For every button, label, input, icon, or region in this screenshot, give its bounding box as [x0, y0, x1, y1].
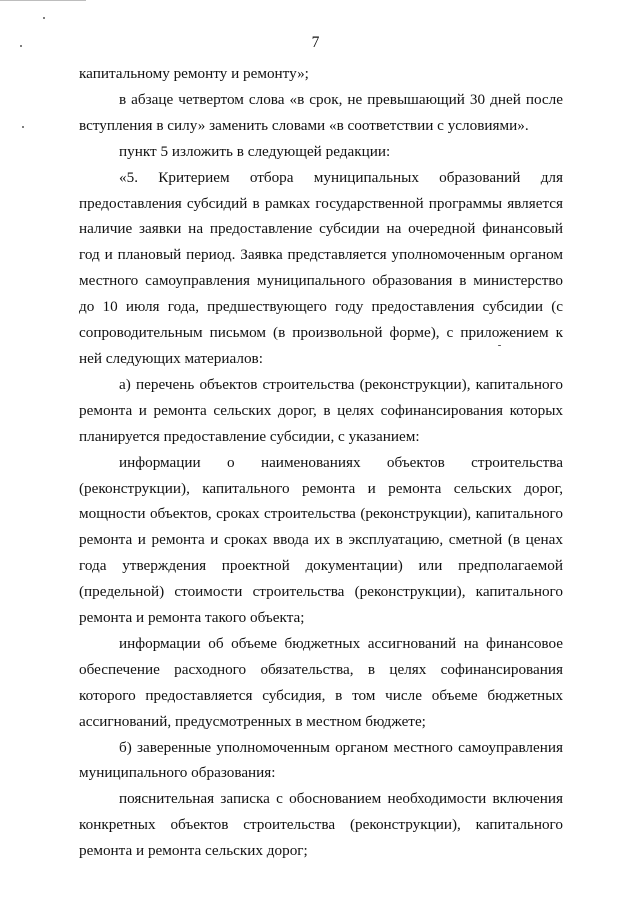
paragraph: информации о наименованиях объектов строительства (реконструкции), капитального ремонта и ремонта сельских дорог, мощности объектов, сроках строительства (реконструкции), капитального ремонта и ремонта и сроках ввода их в эксплуатацию, сметной (в ценах года утверждения проектной документации) или предполагаемой (предельной) стоимости строительства (реконструкции), капитального ремонта и ремонта такого объекта; — [79, 453, 563, 627]
scan-speck — [22, 126, 24, 128]
document-body — [79, 61, 563, 864]
scan-speck — [43, 17, 45, 19]
page-number: 7 — [311, 34, 320, 51]
paragraph: информации об объеме бюджетных ассигнований на финансовое обеспечение расходного обязательства, в целях софинансирования которого предоставляется субсидия, в том числе объеме бюджетных ассигнований, предусмотренных в местном бюджете; — [79, 634, 563, 730]
paragraph: а) перечень объектов строительства (реконструкции), капитального ремонта и ремонта сельских дорог, в целях софинансирования которых планируется предоставление субсидии, с указанием: — [79, 375, 563, 445]
paragraph: пункт 5 изложить в следующей редакции: — [119, 142, 391, 160]
paragraph: капитальному ремонту и ремонту»; — [79, 65, 309, 82]
paragraph: в абзаце четвертом слова «в срок, не превышающий 30 дней после вступления в силу» заменить словами «в соответствии с условиями». — [79, 90, 563, 134]
paragraph: «5. Критерием отбора муниципальных образований для предоставления субсидий в рамках государственной программы является наличие заявки на предоставление субсидии на очередной финансовый год и плановый период. Заявка представляется уполномоченным органом местного самоуправления муниципального образования в министерство до 10 июля года, предшествующего году предоставления субсидии (с сопроводительным письмом (в произвольной форме), с приложением к ней следующих материалов: — [79, 168, 563, 367]
paragraph: пояснительная записка с обоснованием необходимости включения конкретных объектов строительства (реконструкции), капитального ремонта и ремонта сельских дорог; — [79, 790, 563, 860]
scan-edge-line — [0, 0, 86, 1]
paragraph: б) заверенные уполномоченным органом местного самоуправления муниципального образования: — [79, 738, 563, 782]
